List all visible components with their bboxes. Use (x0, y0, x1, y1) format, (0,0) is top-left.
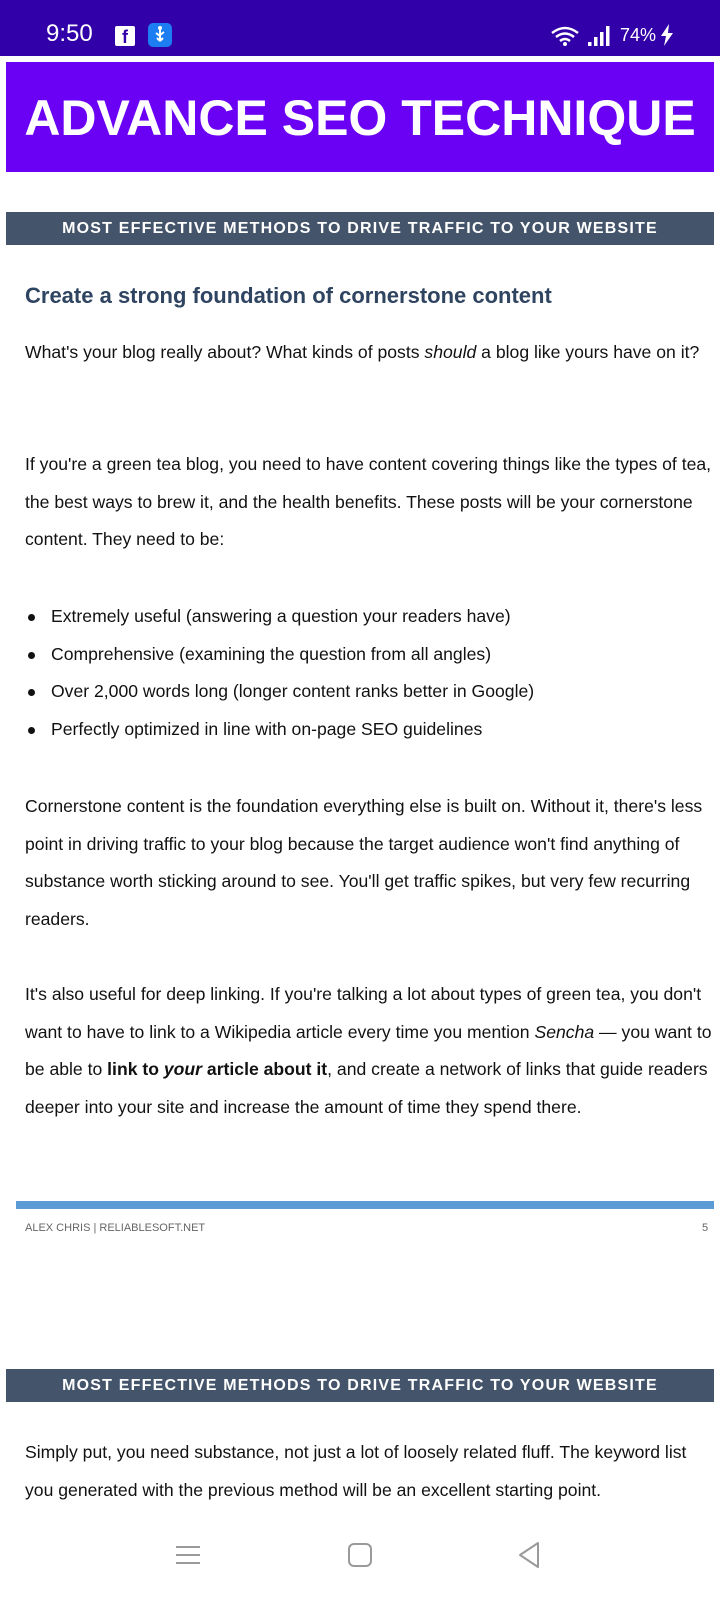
app-title: ADVANCE SEO TECHNIQUE (24, 90, 696, 146)
battery-percent: 74% (620, 25, 657, 45)
back-icon (510, 1535, 550, 1575)
bullet-icon (28, 727, 35, 734)
status-time: 9:50 (46, 20, 93, 47)
paragraph: Cornerstone content is the foundation everything else is built on. Without it, there's less point in driving traffic to your blog because the target audience won't find anything of substance worth sticking around to see. You'll get traffic spikes, but very few recurring readers. (25, 796, 703, 929)
emphasis-text: should (424, 342, 477, 362)
paragraph-text: What's your blog really about? What kinds of posts (25, 342, 425, 362)
list-item-text: Perfectly optimized in line with on-page SEO guidelines (51, 718, 483, 739)
status-bar (0, 0, 720, 56)
menu-button[interactable] (168, 1535, 208, 1575)
wifi-icon (550, 25, 580, 52)
page-number: 5 (702, 1222, 709, 1234)
usb-icon (148, 23, 172, 47)
list-item-text: Over 2,000 words long (longer content ranks better in Google) (51, 681, 535, 701)
list-item (25, 598, 715, 636)
paragraph (25, 976, 715, 1126)
emphasis-text: Sencha (534, 1021, 595, 1042)
signal-icon (588, 25, 614, 52)
paragraph: If you're a green tea blog, you need to have content covering things like the types of tea, the best ways to brew it, and the health benefits. These posts will be your cornerstone content. They need to be: (25, 454, 712, 549)
page-footer-author: ALEX CHRIS | RELIABLESOFT.NET (25, 1222, 206, 1234)
paragraph: Simply put, you need substance, not just a lot of loosely related fluff. The keyword list you generated with the previous method will be an excellent starting point. (25, 1442, 687, 1500)
bullet-list (25, 598, 715, 748)
bold-italic-text: your (163, 1059, 203, 1079)
list-item-text: Extremely useful (answering a question your readers have) (51, 606, 511, 626)
bold-text-part: article about it (202, 1059, 328, 1079)
bold-text-part: link to (107, 1059, 164, 1079)
navigation-bar (0, 1510, 720, 1600)
section-header: MOST EFFECTIVE METHODS TO DRIVE TRAFFIC TO YOUR WEBSITE (6, 1369, 714, 1402)
paragraph-text: , and create a network of links that guide readers deeper into your site and increase the amount of time they spend there. (25, 1059, 708, 1117)
bullet-icon (28, 614, 35, 621)
facebook-icon: f (115, 26, 135, 46)
list-item (25, 673, 715, 711)
list-item (25, 636, 715, 674)
home-button[interactable] (340, 1535, 380, 1575)
home-icon (340, 1535, 380, 1575)
paragraph-text: a blog like yours have on it? (476, 342, 700, 362)
page-footer-rule (16, 1201, 714, 1209)
paragraph-text: — you want to be able to (25, 1021, 712, 1079)
list-item (25, 711, 715, 749)
bold-text (107, 1059, 327, 1079)
charging-icon (660, 24, 674, 51)
paragraph-text: It's also useful for deep linking. If you're talking a lot about types of green tea, you don't want to have to link to a Wikipedia article every time you mention (25, 984, 702, 1042)
section-header: MOST EFFECTIVE METHODS TO DRIVE TRAFFIC TO YOUR WEBSITE (6, 212, 714, 245)
list-item-text: Comprehensive (examining the question from all angles) (51, 643, 492, 664)
paragraph (25, 334, 715, 372)
back-button[interactable] (510, 1535, 550, 1575)
app-bar (6, 62, 714, 172)
menu-icon (168, 1535, 208, 1575)
document-heading: Create a strong foundation of cornerstone content (25, 283, 552, 308)
bullet-icon (28, 689, 35, 696)
bullet-icon (28, 652, 35, 659)
